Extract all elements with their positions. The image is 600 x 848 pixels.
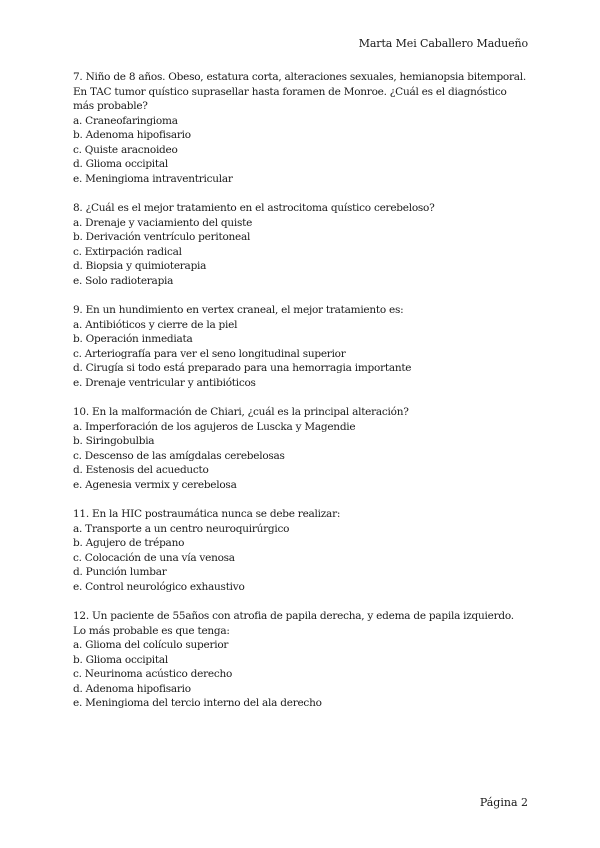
option-a: a. Transporte a un centro neuroquirúrgico [73, 522, 290, 535]
question-7 [73, 70, 528, 186]
question-text: 10. En la malformación de Chiari, ¿cuál es la principal alteración? [73, 406, 409, 418]
option-b: b. Adenoma hipofisario [73, 129, 191, 141]
option-a: a. Imperforación de los agujeros de Luscka y Magendie [73, 420, 356, 433]
page-number: Página 2 [479, 796, 528, 809]
option-b: b. Siringobulbia [73, 435, 155, 447]
question-text: 7. Niño de 8 años. Obeso, estatura corta, alteraciones sexuales, hemianopsia bitemporal. En TAC tumor quístico suprasellar hasta foramen de Monroe. ¿Cuál es el diagnóstico más probable? [73, 71, 526, 112]
option-e: e. Control neurológico exhaustivo [73, 580, 245, 593]
option-e: e. Drenaje ventricular y antibióticos [73, 376, 256, 389]
option-c: c. Quiste aracnoideo [73, 143, 178, 156]
option-a: a. Craneofaringioma [73, 114, 178, 127]
option-b: b. Operación inmediata [73, 333, 193, 345]
option-d: d. Estenosis del acueducto [73, 464, 209, 476]
question-11 [73, 507, 528, 594]
option-d: d. Biopsia y quimioterapia [73, 260, 207, 272]
option-a: a. Antibióticos y cierre de la piel [73, 318, 238, 331]
option-b: b. Derivación ventrículo peritoneal [73, 231, 251, 243]
option-e: e. Meningioma del tercio interno del ala derecho [73, 697, 322, 709]
header-author: Marta Mei Caballero Madueño [358, 37, 528, 50]
option-d: d. Adenoma hipofisario [73, 682, 191, 695]
option-e: e. Agenesia vermix y cerebelosa [73, 478, 237, 491]
option-b: b. Glioma occipital [73, 653, 168, 666]
option-c: c. Colocación de una vía venosa [73, 551, 235, 564]
option-e: e. Solo radioterapia [73, 274, 174, 287]
option-d: d. Cirugía si todo está preparado para una hemorragia importante [73, 362, 412, 374]
option-e: e. Meningioma intraventricular [73, 172, 233, 185]
question-text: 11. En la HIC postraumática nunca se debe realizar: [73, 508, 341, 520]
option-c: c. Neurinoma acústico derecho [73, 668, 233, 680]
option-c: c. Extirpación radical [73, 245, 182, 258]
question-text: 12. Un paciente de 55años con atrofia de papila derecha, y edema de papila izquierdo. Lo más probable es que tenga: [73, 610, 514, 637]
option-d: d. Punción lumbar [73, 566, 167, 578]
option-d: d. Glioma occipital [73, 158, 168, 170]
questions-list [73, 70, 528, 726]
option-a: a. Glioma del colículo superior [73, 639, 229, 651]
question-text: 8. ¿Cuál es el mejor tratamiento en el astrocitoma quístico cerebeloso? [73, 202, 435, 214]
question-text: 9. En un hundimiento en vertex craneal, el mejor tratamiento es: [73, 304, 404, 316]
option-c: c. Descenso de las amígdalas cerebelosas [73, 449, 285, 462]
option-b: b. Agujero de trépano [73, 537, 185, 549]
option-c: c. Arteriografía para ver el seno longitudinal superior [73, 347, 346, 360]
question-10 [73, 405, 528, 492]
question-12 [73, 609, 528, 711]
question-9 [73, 303, 528, 390]
question-8 [73, 201, 528, 288]
option-a: a. Drenaje y vaciamiento del quiste [73, 216, 253, 229]
